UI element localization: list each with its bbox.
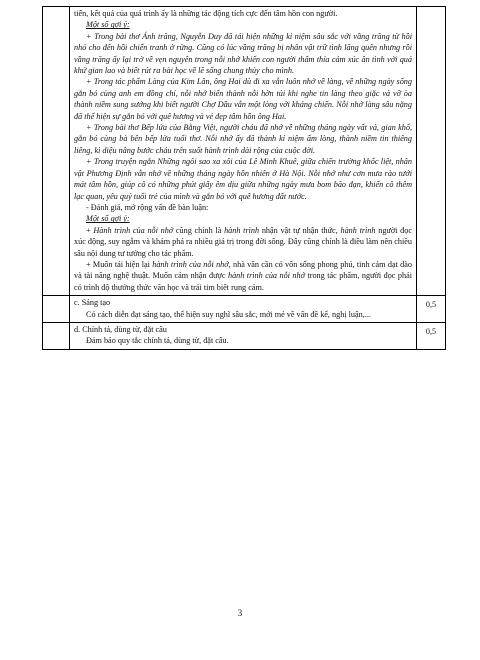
italic-phrase: Hành trình của nỗi nhớ (93, 225, 174, 235)
rubric-table (42, 6, 446, 350)
bullet-bep-lua: + Trong bài thơ Bếp lửa của Bằng Việt, người cháu đã nhớ về những tháng ngày vất vả, gian khổ, gắn bó cùng bà bên bếp lửa tuổi thơ. Nỗi nhớ ấy đã thành kỉ niệm ấm lòng, thành niềm tin thiêng liêng, kì diệu nâng bước cháu trên suốt hành trình dài rộng của cuộc đời. (74, 123, 412, 155)
content-cell (70, 7, 417, 296)
text-run: , nhà văn cần có vốn sống phong phú, tinh cảm dạt dào và tài năng nghệ thuật. Muốn cảm nhận được (74, 259, 412, 281)
table-row (43, 322, 446, 349)
evaluation-paragraph-2 (74, 259, 412, 293)
intro-tail: tiến, kết quả của quá trình ấy là những tác động tích cực đến tâm hồn con người. (74, 9, 338, 18)
empty-cell (43, 7, 70, 296)
suggestion-heading: Một số gợi ý: (86, 20, 130, 30)
text-run: trong tác phẩm, người đọc phải có trình độ thưởng thức văn học và trái tim biết rung cảm. (74, 271, 412, 292)
bullet-nhung-ngoi-sao: + Trong truyện ngắn Những ngôi sao xa xôi của Lê Minh Khuê, giữa chiến trường khốc liệt, nhân vật Phương Định vẫn nhớ về những tháng ngày hồn nhiên ở Hà Nội. Nỗi nhớ như cơn mưa rào tưới mát tâm hồn, giúp cô có những phút giây êm dịu giữa những ngày mưa bom bão đạn, khiến cô thêm lạc quan, yêu quý tuổi trẻ của mình và gắn bó với quê hương đất nước. (74, 157, 412, 201)
score-cell-empty (417, 7, 446, 296)
text-run: + Muốn tái hiện lại (86, 259, 153, 269)
bullet-lang: + Trong tác phẩm Làng của Kim Lân, ông Hai dù đi xa vẫn luôn nhớ về làng, về những ngày sống gắn bó cùng anh em đồng chí, nỗi nhớ biến thành nỗi hờn tủi khi nghe tin làng theo giặc và vỡ òa thành niềm sung sướng khi biết người Chợ Dầu vẫn một lòng với kháng chiến. Nỗi nhớ làng sâu nặng đã thể hiện sự gắn bó với quê hương và vẻ đẹp tâm hồn ông Hai. (74, 77, 412, 121)
text-run: cũng chính là (173, 225, 225, 235)
italic-phrase: hành trình (224, 225, 260, 235)
italic-phrase: hành trình của nỗi nhớ (227, 271, 305, 281)
section-c-body: Có cách diễn đạt sáng tạo, thể hiện suy nghĩ sâu sắc, mới mẻ về vấn đề kể, nghị luận,... (86, 309, 371, 319)
section-c-score: 0,5 (417, 296, 446, 323)
section-d-title: d. Chính tả, dùng từ, đặt câu (74, 324, 167, 334)
italic-phrase: hành trình (340, 225, 376, 235)
bullet-anh-trang: + Trong bài thơ Ánh trăng, Nguyễn Duy đã tái hiện những kỉ niệm sâu sắc với vầng trăng từ hồi nhỏ cho đến hồi chiến tranh ở rừng. Cũng có lúc vầng trăng bị nhân vật trữ tình lãng quên nhưng rồi vầng trăng ấy lại trở về vẹn nguyên trong nỗi nhớ khiến con người thấm thía cảm xúc ân tình với quá khứ gian lao và biết rút ra bài học về lẽ sống chung thủy cho mình. (74, 31, 412, 76)
empty-cell (43, 322, 70, 349)
empty-cell (43, 296, 70, 323)
section-c-cell (70, 296, 417, 323)
section-d-score: 0,5 (417, 322, 446, 349)
page-number: 3 (237, 608, 243, 618)
evaluation-heading: - Đánh giá, mở rộng vấn đề bàn luận: (86, 202, 209, 212)
evaluation-paragraph-1 (74, 225, 412, 259)
italic-phrase: hành trình của nỗi nhớ (152, 259, 229, 269)
text-run: người đọc xúc động, suy ngẫm và khám phá ra nhiều giá trị trong đời sống. Đây cũng chính là điều làm nên chiều sâu nội dung tư tưởng cho tác phẩm. (74, 225, 412, 258)
section-d-cell (70, 322, 417, 349)
text-run: nhận vật tự nhận thức, (259, 225, 341, 235)
suggestion-heading-2: Một số gợi ý: (86, 214, 130, 224)
section-c-title: c. Sáng tạo (74, 298, 111, 308)
table-row (43, 296, 446, 323)
text-run: + (86, 225, 94, 235)
table-row (43, 7, 446, 296)
section-d-body: Đảm bảo quy tắc chính tả, dùng từ, đặt câu. (86, 336, 229, 346)
